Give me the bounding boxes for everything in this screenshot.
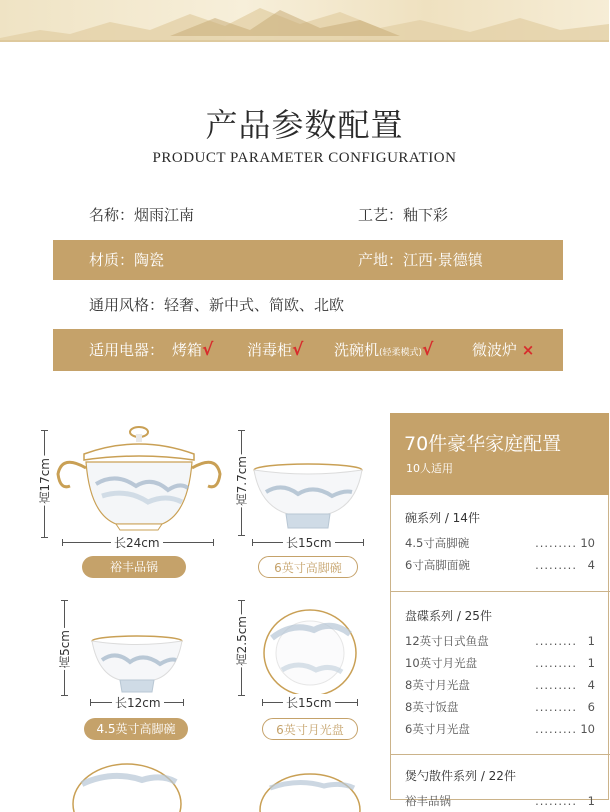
- product-name-pill: 6英寸月光盘: [262, 718, 358, 740]
- config-subtitle: 10人适用: [406, 462, 453, 475]
- item-qty: ..... 10: [545, 718, 595, 740]
- product-width: 长15cm: [283, 694, 335, 711]
- spec-row-material: [53, 240, 563, 280]
- spec-row-style: [53, 285, 563, 325]
- list-item: [405, 652, 595, 674]
- group-title: 盘碟系列 / 25件: [405, 609, 492, 623]
- item-qty: ..... 1: [545, 630, 595, 652]
- group-title: 碗系列 / 14件: [405, 511, 480, 525]
- tall-bowl-image: [252, 462, 364, 532]
- mountain-ink-decoration: [0, 0, 609, 42]
- product-height: 高17cm: [38, 458, 52, 504]
- item-name: 12英寸日式鱼盘: [405, 634, 489, 648]
- divider: [391, 591, 610, 592]
- item-name: 裕丰品锅: [405, 794, 451, 808]
- appliance-note: (轻柔模式): [379, 348, 423, 358]
- item-qty: ..... 1: [545, 790, 595, 812]
- small-bowl-image: [90, 634, 184, 696]
- partial-plate-image: [258, 770, 362, 800]
- group-title: 煲勺散件系列 / 22件: [405, 769, 516, 783]
- item-name: 8英寸饭盘: [405, 700, 459, 714]
- appliance-name: 消毒柜: [247, 341, 293, 359]
- plate-image: [262, 608, 358, 698]
- check-icon: √: [422, 340, 434, 360]
- config-group-bowls: [405, 509, 595, 576]
- item-name: 4.5寸高脚碗: [405, 536, 470, 550]
- spec-name: 名称：烟雨江南: [89, 206, 195, 224]
- item-name: 8英寸月光盘: [405, 678, 470, 692]
- item-name: 6寸高脚面碗: [405, 558, 470, 572]
- spec-row-name: [53, 195, 563, 235]
- appliance-sterilizer: [247, 329, 303, 371]
- item-qty: ..... 1: [545, 652, 595, 674]
- list-item: [405, 790, 595, 812]
- product-height: 高5cm: [58, 630, 72, 668]
- product-height: 高2.5cm: [235, 616, 249, 666]
- page-title: 产品参数配置: [205, 106, 404, 144]
- list-item: [405, 554, 595, 576]
- top-banner: [0, 0, 609, 42]
- config-group-plates: [405, 607, 595, 740]
- product-height: 高7.7cm: [235, 456, 249, 506]
- item-name: 6英寸月光盘: [405, 722, 470, 736]
- spec-origin: 产地：江西·景德镇: [358, 251, 483, 269]
- item-qty: ..... 6: [545, 696, 595, 718]
- product-name-pill: 4.5英寸高脚碗: [84, 718, 188, 740]
- config-title: 70件豪华家庭配置: [404, 433, 562, 455]
- list-item: [405, 696, 595, 718]
- tureen-image: [56, 424, 222, 534]
- divider: [391, 754, 610, 755]
- product-width: 长24cm: [111, 534, 163, 551]
- product-name-pill: 裕丰品锅: [82, 556, 186, 578]
- page-subtitle: PRODUCT PARAMETER CONFIGURATION: [152, 150, 457, 166]
- product-name-pill: 6英寸高脚碗: [258, 556, 358, 578]
- item-qty: ..... 4: [545, 674, 595, 696]
- config-panel-body: [390, 495, 609, 808]
- appliance-name: 洗碗机: [334, 341, 380, 359]
- list-item: [405, 674, 595, 696]
- item-qty: ..... 10: [545, 532, 595, 554]
- list-item: [405, 630, 595, 652]
- appliance-name: 微波炉: [472, 341, 518, 359]
- appliances-label: 适用电器：: [89, 341, 165, 359]
- config-panel-header: [390, 413, 609, 495]
- list-item: [405, 532, 595, 554]
- appliance-name: 烤箱: [172, 341, 203, 359]
- config-group-misc: [405, 767, 595, 812]
- config-panel: [390, 413, 609, 808]
- list-item: [405, 718, 595, 740]
- spec-row-appliances: [53, 329, 563, 371]
- spec-material: 材质：陶瓷: [89, 251, 165, 269]
- appliance-oven: [172, 329, 213, 371]
- check-icon: √: [292, 340, 304, 360]
- product-width: 长12cm: [112, 694, 164, 711]
- appliance-microwave: [472, 329, 534, 371]
- spec-style: 通用风格：轻奢、新中式、简欧、北欧: [89, 296, 345, 314]
- product-width: 长15cm: [283, 534, 335, 551]
- item-name: 10英寸月光盘: [405, 656, 478, 670]
- partial-plate-image: [72, 760, 182, 800]
- appliance-dishwasher: [334, 329, 433, 371]
- spec-craft: 工艺：釉下彩: [358, 206, 449, 224]
- cross-icon: ×: [521, 341, 535, 359]
- item-qty: ..... 4: [545, 554, 595, 576]
- check-icon: √: [202, 340, 214, 360]
